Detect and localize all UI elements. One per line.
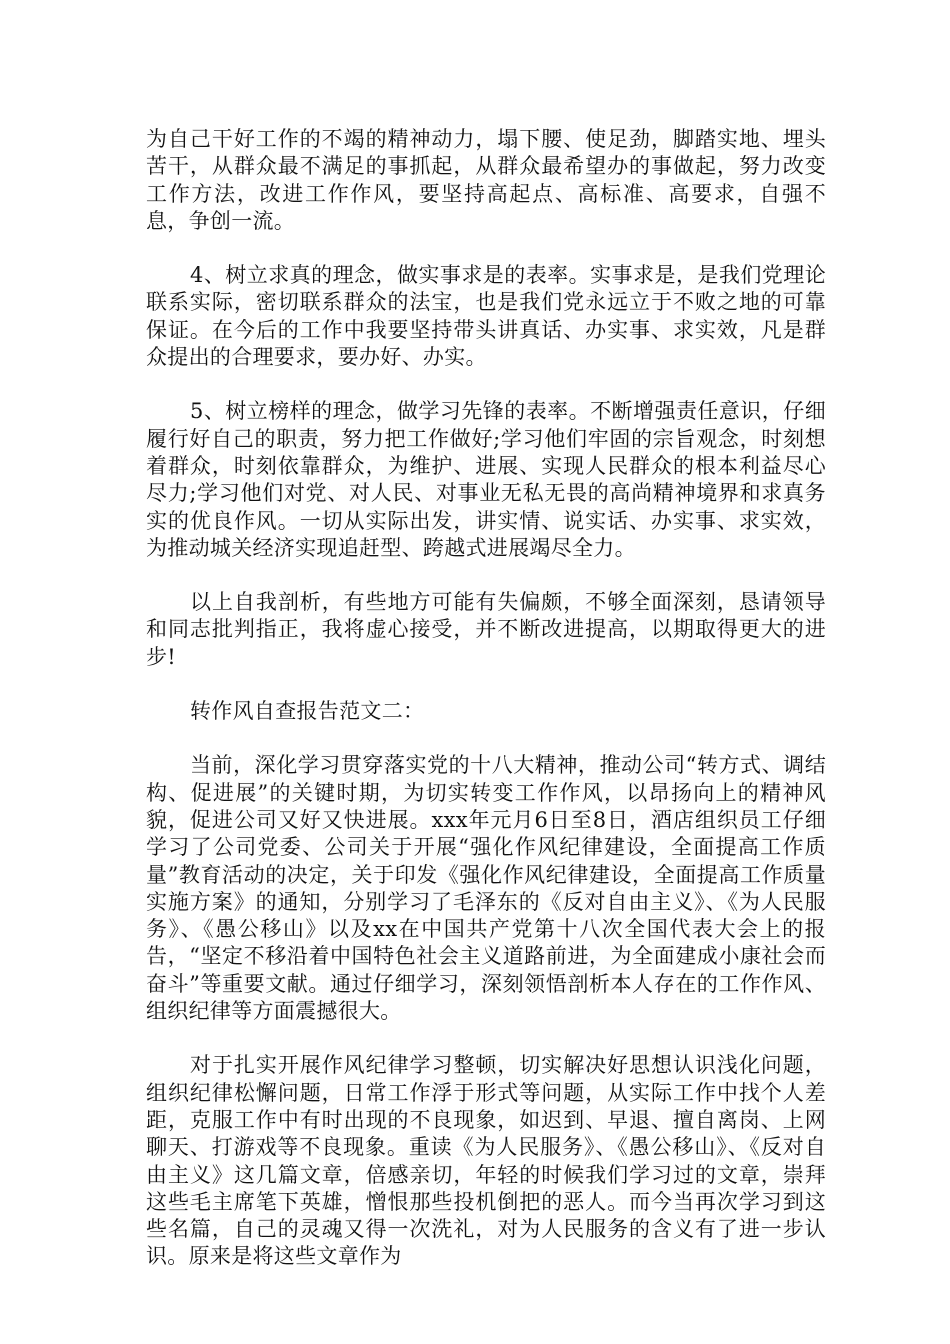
section-heading: 转作风自查报告范文二： xyxy=(190,699,425,724)
paragraph-item-5: 5、树立榜样的理念，做学习先锋的表率。不断增强责任意识，仔细履行好自己的职责，努力把工作做好;学习他们牢固的宗旨观念，时刻想着群众，时刻依靠群众，为维护、进展、实现人民群众的根本利益尽心尽力;学习他们对党、对人民、对事业无私无畏的高尚精神境界和求真务实的优良作风。一切从实际出发，讲实情、说实话、办实事、求实效，为推动城关经济实现追赶型、跨越式进展竭尽全力。 xyxy=(146,399,826,560)
paragraph-continuation: 为自己干好工作的不竭的精神动力，塌下腰、使足劲，脚踏实地、埋头苦干，从群众最不满足的事抓起，从群众最希望办的事做起，努力改变工作方法，改进工作作风，要坚持高起点、高标准、高要求，自强不息，争创一流。 xyxy=(146,127,826,233)
paragraph-conclusion: 以上自我剖析，有些地方可能有失偏颇，不够全面深刻，恳请领导和同志批判指正，我将虚心接受，并不断改进提高，以期取得更大的进步! xyxy=(146,590,826,669)
document-page xyxy=(146,126,826,1298)
paragraph-item-4: 4、树立求真的理念，做实事求是的表率。实事求是，是我们党理论联系实际，密切联系群众的法宝，也是我们党永远立于不败之地的可靠保证。在今后的工作中我要坚持带头讲真话、办实事、求实效，凡是群众提出的合理要求，要办好、办实。 xyxy=(146,263,826,370)
paragraph-reflection: 对于扎实开展作风纪律学习整顿，切实解决好思想认识浅化问题，组织纪律松懈问题，日常工作浮于形式等问题，从实际工作中找个人差距，克服工作中有时出现的不良现象，如迟到、早退、擅自离岗、上网聊天、打游戏等不良现象。重读《为人民服务》、《愚公移山》、《反对自由主义》这几篇文章，倍感亲切，年轻的时候我们学习过的文章，崇拜这些毛主席笔下英雄，憎恨那些投机倒把的恶人。而今当再次学习到这些名篇，自己的灵魂又得一次洗礼，对为人民服务的含义有了进一步认识。原来是将这些文章作为 xyxy=(146,1053,826,1269)
paragraph-intro: 当前，深化学习贯穿落实党的十八大精神，推动公司“转方式、调结构、促进展”的关键时期，为切实转变工作作风，以昂扬向上的精神风貌，促进公司又好又快进展。xxx年元月6日至8日，酒店组织员工仔细学习了公司党委、公司关于开展“强化作风纪律建设，全面提高工作质量”教育活动的决定，关于印发《强化作风纪律建设，全面提高工作质量实施方案》的通知，分别学习了毛泽东的《反对自由主义》、《为人民服务》、《愚公移山》以及xx在中国共产党第十八次全国代表大会上的报告，“坚定不移沿着中国特色社会主义道路前进，为全面建成小康社会而奋斗”等重要文献。通过仔细学习，深刻领悟剖析本人存在的工作作风、组织纪律等方面震撼很大。 xyxy=(146,753,826,1024)
